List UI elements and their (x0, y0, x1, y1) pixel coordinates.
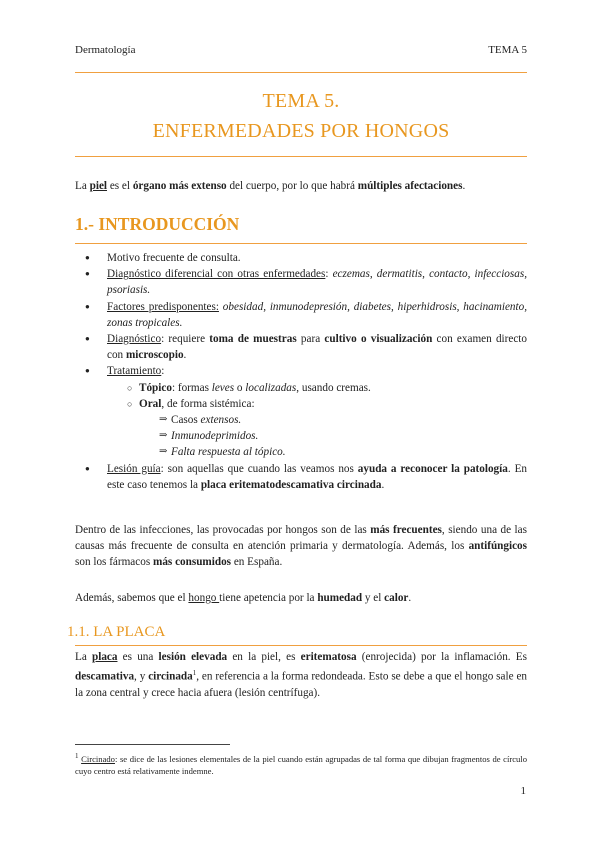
list-item: ● Diagnóstico diferencial con otras enfermedades: eczemas, dermatitis, contacto, infecciosas, psoriasis. (75, 266, 527, 298)
footnote: $^1$ Circinado: se dice de las lesiones elementales de la piel cuando están agrupadas de tal forma que dibujan fragmentos de círculo cuyo centro está relativamente indemne. (75, 752, 527, 776)
title-rule-bottom (75, 156, 527, 157)
intro-list (75, 250, 527, 493)
title-line-1: TEMA 5. (262, 90, 340, 112)
oral-sublist (139, 412, 527, 461)
section-rule (75, 243, 527, 244)
paragraph-placa: La placa es una lesión elevada en la piel, es eritematosa (enrojecida) por la inflamación. Es descamativa, y circinada$^1$, en referencia a la forma redondeada. Esto se debe a que el hongo sale en la zona central y crece hacia afuera (lesión centrífuga). (75, 651, 528, 700)
list-item: ● Diagnóstico: requiere toma de muestras para cultivo o visualización con examen directo con microscopio. (75, 331, 527, 363)
treatment-sublist (107, 380, 527, 461)
intro-paragraph: La piel es el órgano más extenso del cuerpo, por lo que habrá múltiples afectaciones. (75, 180, 466, 192)
header-topic: TEMA 5 (488, 44, 527, 56)
list-item: ● Lesión guía: son aquellas que cuando las veamos nos ayuda a reconocer la patología. En este caso tenemos la placa eritematodescamativa circinada. (75, 461, 527, 493)
list-item: ● Factores predisponentes: obesidad, inmunodepresión, diabetes, hiperhidrosis, hacinamiento, zonas tropicales. (75, 299, 527, 331)
list-item: ⇒ Inmunodeprimidos. (139, 428, 527, 444)
footnote-ref: 1 (192, 669, 197, 678)
page-number: 1 (520, 785, 526, 797)
title-rule-top (75, 72, 527, 73)
term-piel: piel (89, 180, 108, 192)
title-line-2: ENFERMEDADES POR HONGOS (152, 120, 450, 142)
list-item: ● Motivo frecuente de consulta. (75, 250, 527, 266)
paragraph-hongo: Además, sabemos que el hongo tiene apetencia por la humedad y el calor. (75, 592, 412, 604)
list-item: ○ Tópico: formas leves o localizadas, usando cremas. (107, 380, 527, 396)
section-heading-placa: 1.1. LA PLACA (67, 624, 166, 640)
paragraph-infecciones: Dentro de las infecciones, las provocadas por hongos son de las más frecuentes, siendo una de las causas más frecuente de consulta en atención primaria y dermatología. Además, los antifúngicos son los fármacos más consumidos en España. (75, 524, 527, 569)
section-rule (75, 645, 527, 646)
page-header (75, 44, 527, 56)
list-item: ● Tratamiento: ○ Tópico: formas leves o localizadas, usando cremas. ○ Oral, de forma sistémica: ⇒ Casos extensos. ⇒ Inmunodeprimidos. ⇒ Falta respuesta al tópico. (75, 363, 527, 460)
footnote-divider (75, 744, 230, 745)
list-item: ○ Oral, de forma sistémica: ⇒ Casos extensos. ⇒ Inmunodeprimidos. ⇒ Falta respuesta al tópico. (107, 396, 527, 461)
section-heading-introduccion: 1.- INTRODUCCIÓN (75, 214, 240, 234)
page-title (75, 86, 527, 146)
list-item: ⇒ Casos extensos. (139, 412, 527, 428)
list-item: ⇒ Falta respuesta al tópico. (139, 444, 527, 460)
header-subject: Dermatología (75, 44, 136, 56)
